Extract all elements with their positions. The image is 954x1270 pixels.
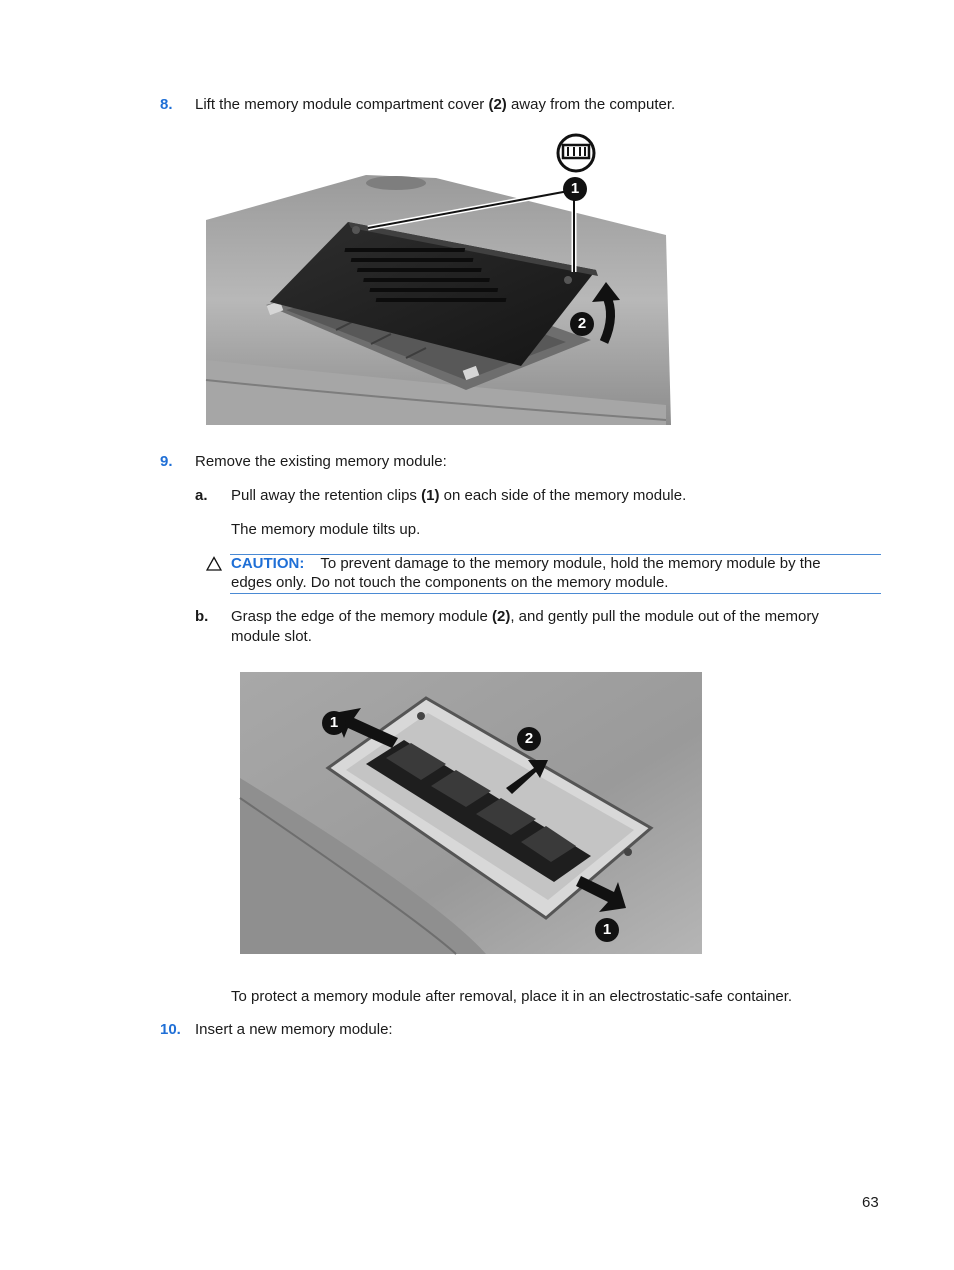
page-number: 63 xyxy=(862,1194,879,1211)
step-9 xyxy=(160,452,173,472)
step-9-text: Remove the existing memory module: xyxy=(195,453,447,470)
callout-1-bottom: 1 xyxy=(595,918,619,942)
step-10-text: Insert a new memory module: xyxy=(195,1021,393,1038)
substep-a-text: Pull away the retention clips (1) on each side of the memory module. xyxy=(231,487,687,504)
callout-2: 2 xyxy=(570,312,594,336)
step-8-text: Lift the memory module compartment cover (2) away from the computer. xyxy=(195,96,676,113)
substep-a-letter: a. xyxy=(195,487,208,504)
substep-b-line-2: module slot. xyxy=(231,628,312,645)
step-8 xyxy=(160,95,173,115)
callout-1-top: 1 xyxy=(322,711,346,735)
step-number: 8. xyxy=(160,96,173,113)
substep-b-letter: b. xyxy=(195,608,209,625)
step-number: 10. xyxy=(160,1021,181,1038)
callout-1: 1 xyxy=(563,177,587,201)
figure-cover-removal xyxy=(196,130,676,430)
step-10 xyxy=(160,1020,181,1040)
caution-label: CAUTION: xyxy=(231,555,305,572)
after-removal-text: To protect a memory module after removal, place it in an electrostatic-safe container. xyxy=(231,988,793,1005)
figure-module-removal xyxy=(236,668,706,958)
caution-triangle-icon xyxy=(206,556,222,571)
caution-line-1: CAUTION: To prevent damage to the memory module, hold the memory module by the xyxy=(231,555,821,572)
callout-2: 2 xyxy=(517,727,541,751)
caution-line-2: edges only. Do not touch the components on the memory module. xyxy=(231,574,669,591)
substep-b-text: Grasp the edge of the memory module (2), and gently pull the module out of the memory xyxy=(231,608,819,625)
step-number: 9. xyxy=(160,453,173,470)
substep-a-note: The memory module tilts up. xyxy=(231,521,421,538)
